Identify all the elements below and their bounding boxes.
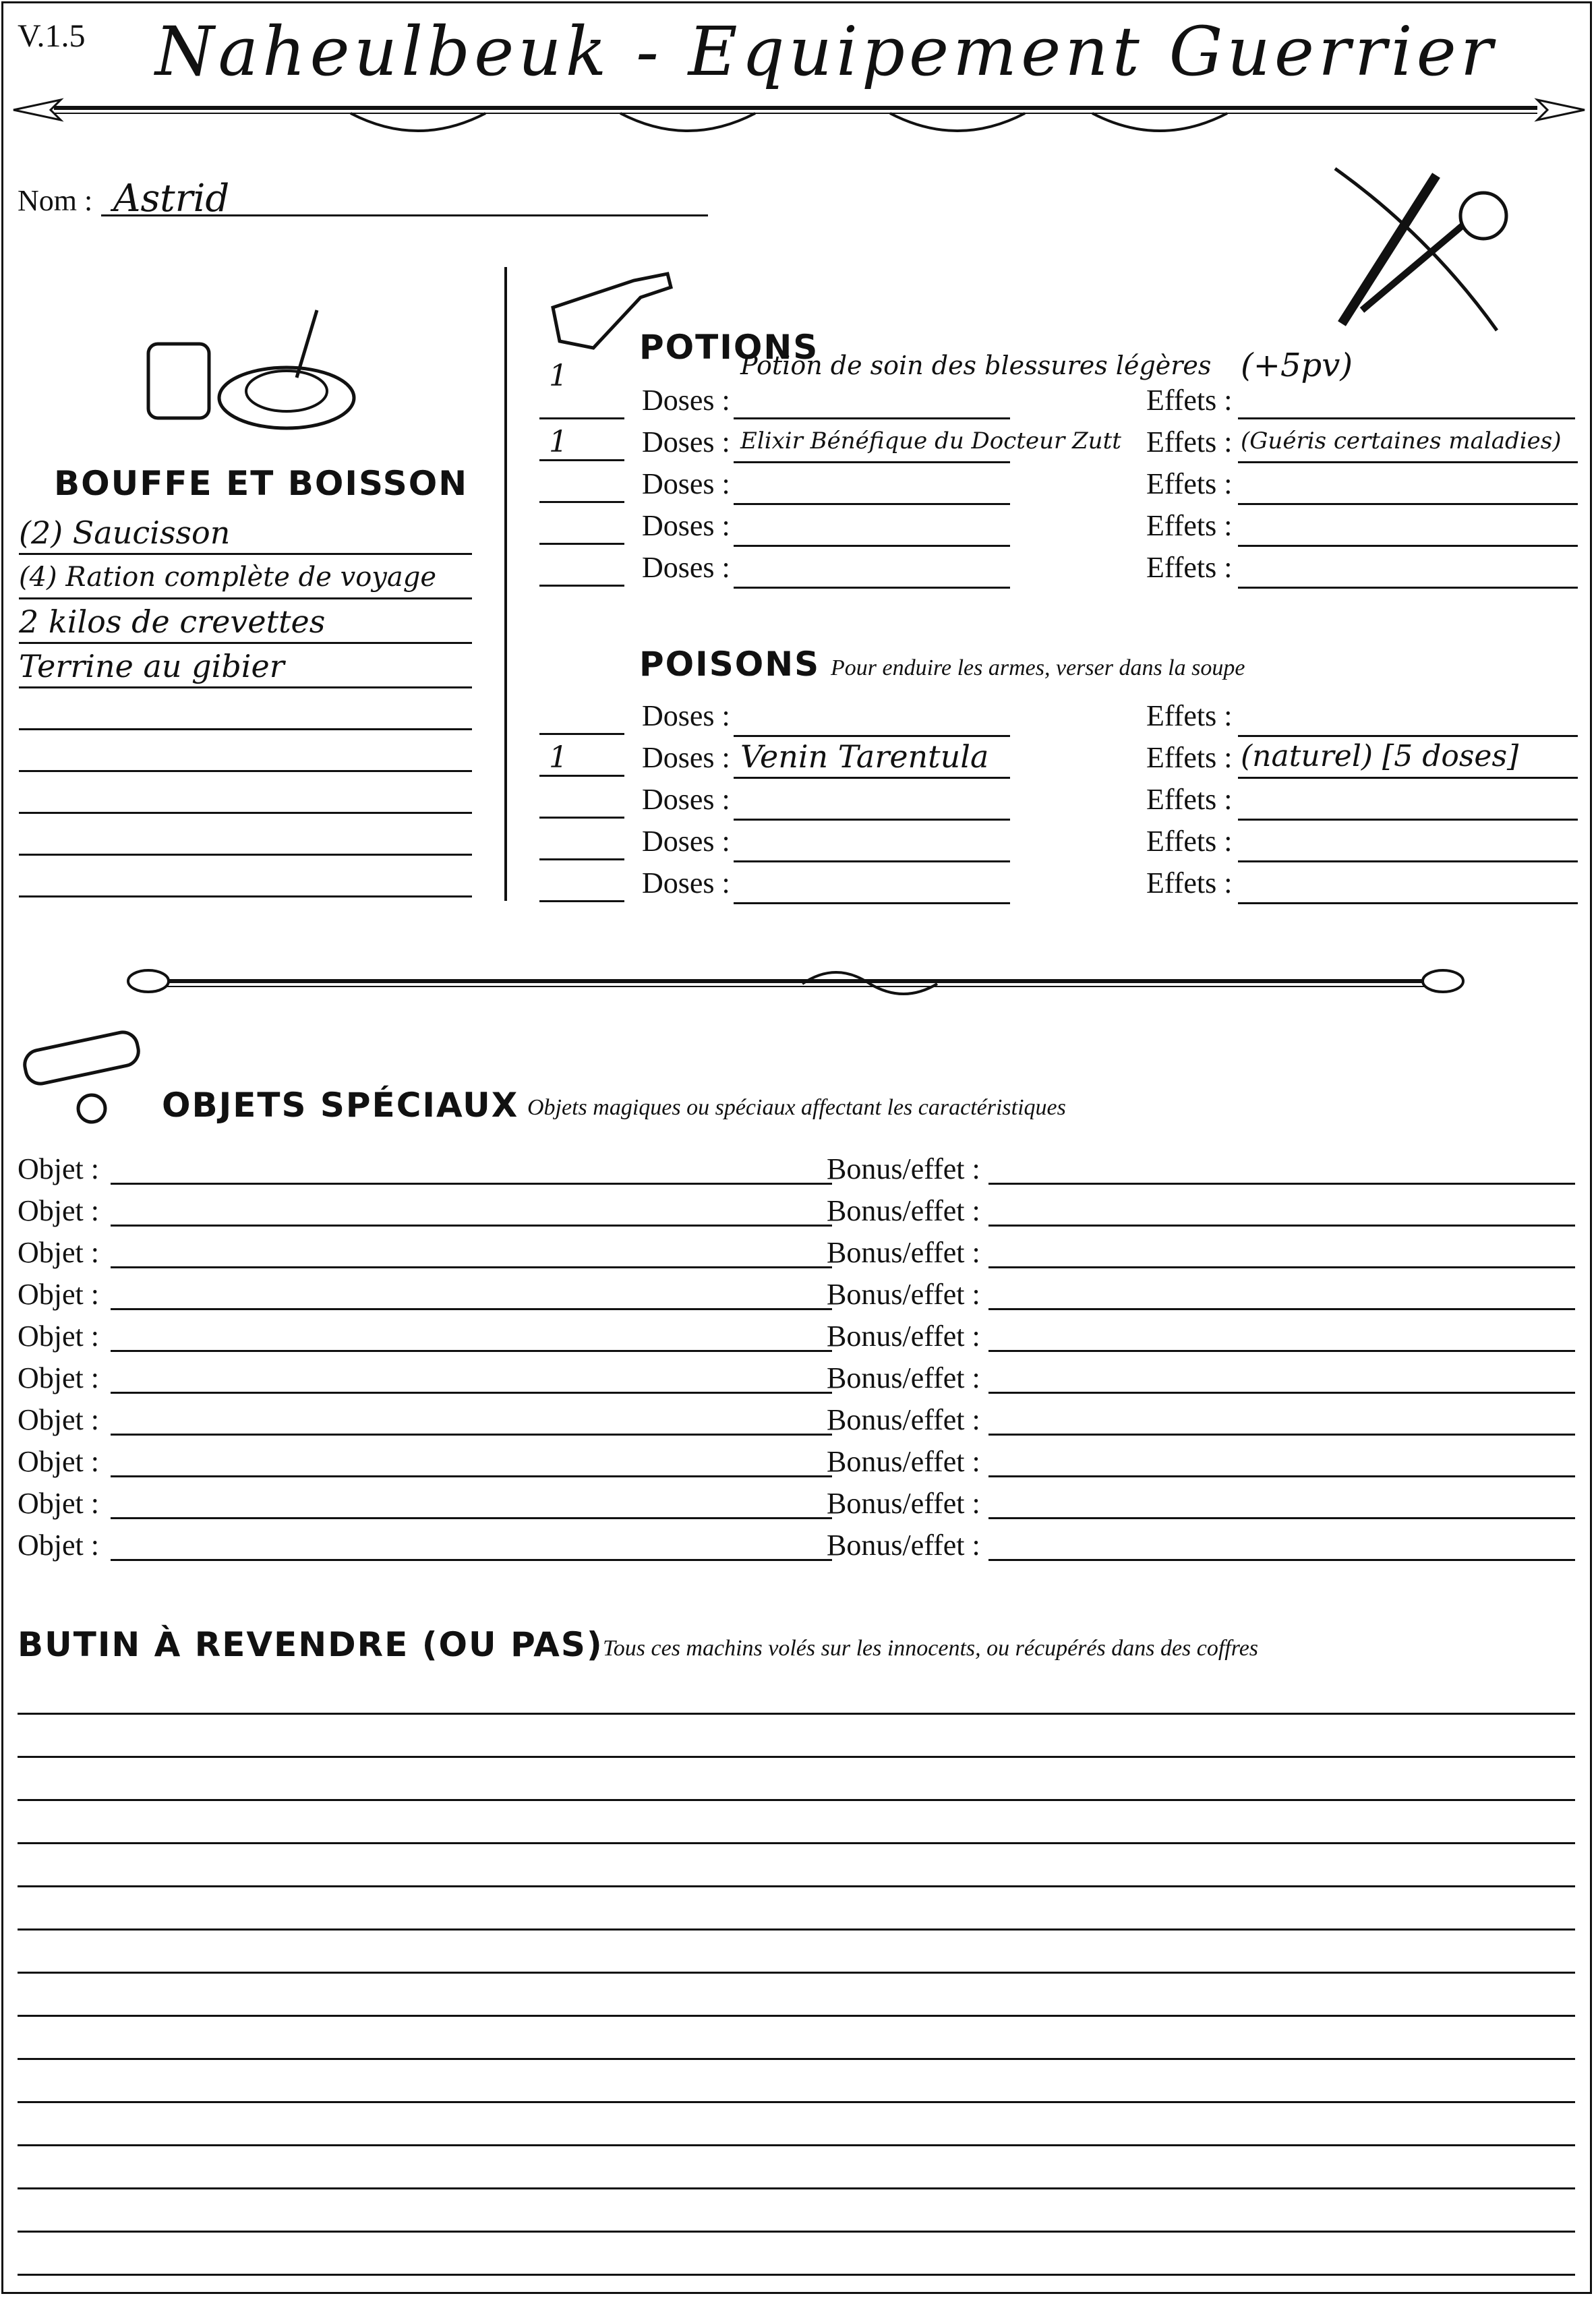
objet-field[interactable] xyxy=(111,1183,832,1185)
potion-effets-label: Effets : xyxy=(1146,384,1233,417)
special-object-row xyxy=(18,1146,1575,1185)
poison-effect[interactable] xyxy=(1238,778,1578,821)
poison-name[interactable] xyxy=(734,820,1010,862)
version-label: V.1.5 xyxy=(18,18,86,54)
special-object-row xyxy=(18,1523,1575,1562)
objet-label: Objet : xyxy=(18,1194,99,1227)
special-object-row xyxy=(18,1481,1575,1520)
bonus-label: Bonus/effet : xyxy=(827,1236,980,1269)
objet-label: Objet : xyxy=(18,1152,99,1185)
potion-effets-label: Effets : xyxy=(1146,467,1233,500)
bonus-label: Bonus/effet : xyxy=(827,1487,980,1520)
potion-effect[interactable]: (Guéris certaines maladies) xyxy=(1238,421,1578,463)
poison-row xyxy=(539,862,1575,902)
potion-row xyxy=(539,546,1575,587)
bonus-field[interactable] xyxy=(988,1308,1575,1310)
butin-line[interactable] xyxy=(18,1842,1575,1844)
potion-row xyxy=(539,504,1575,545)
crossed-weapons-icon xyxy=(1322,155,1524,344)
potion-doses-label: Doses : xyxy=(642,551,730,584)
poisons-subtitle: Pour enduire les armes, verser dans la soupe xyxy=(831,655,1245,680)
objet-label: Objet : xyxy=(18,1529,99,1562)
potion-effect[interactable] xyxy=(1238,546,1578,589)
poison-doses-label: Doses : xyxy=(642,699,730,732)
butin-line[interactable] xyxy=(18,2274,1575,2276)
poison-name[interactable] xyxy=(734,778,1010,821)
special-title: OBJETS SPÉCIAUX xyxy=(162,1086,519,1125)
poison-doses-label: Doses : xyxy=(642,783,730,816)
objet-field[interactable] xyxy=(111,1266,832,1268)
objet-field[interactable] xyxy=(111,1434,832,1436)
potion-name[interactable] xyxy=(734,463,1010,505)
potion-effets-label: Effets : xyxy=(1146,425,1233,459)
potion-qty[interactable] xyxy=(539,546,624,587)
name-field[interactable]: Astrid xyxy=(113,177,230,220)
name-label: Nom : xyxy=(18,184,93,217)
food-item[interactable] xyxy=(19,688,472,730)
potion-name[interactable] xyxy=(734,504,1010,547)
bonus-label: Bonus/effet : xyxy=(827,1445,980,1478)
bonus-field[interactable] xyxy=(988,1225,1575,1227)
bonus-field[interactable] xyxy=(988,1434,1575,1436)
special-object-row xyxy=(18,1272,1575,1311)
poisons-title: POISONS xyxy=(639,645,821,684)
poison-qty[interactable] xyxy=(539,695,624,735)
page-title: Naheulbeuk - Equipement Guerrier xyxy=(155,12,1497,91)
food-item[interactable] xyxy=(19,855,472,897)
butin-line[interactable] xyxy=(18,1799,1575,1801)
objet-label: Objet : xyxy=(18,1487,99,1520)
food-title: BOUFFE ET BOISSON xyxy=(54,464,469,503)
food-item[interactable] xyxy=(19,813,472,856)
potion-qty[interactable] xyxy=(539,504,624,545)
potion-doses-label: Doses : xyxy=(642,425,730,459)
poison-doses-label: Doses : xyxy=(642,825,730,858)
special-object-row xyxy=(18,1439,1575,1478)
column-divider xyxy=(504,267,507,901)
special-subtitle: Objets magiques ou spéciaux affectant les caractéristiques xyxy=(527,1095,1066,1120)
poison-effect[interactable]: (naturel) [5 doses] xyxy=(1238,736,1578,779)
potion-doses-label: Doses : xyxy=(642,467,730,500)
butin-line[interactable] xyxy=(18,2101,1575,2103)
special-object-row xyxy=(18,1314,1575,1353)
special-object-row xyxy=(18,1397,1575,1436)
butin-line[interactable] xyxy=(18,2015,1575,2017)
objet-label: Objet : xyxy=(18,1361,99,1394)
poison-row xyxy=(539,736,1575,777)
potion-row xyxy=(539,421,1575,461)
food-item[interactable]: 2 kilos de crevettes xyxy=(19,601,472,644)
poison-doses-label: Doses : xyxy=(642,741,730,774)
bonus-field[interactable] xyxy=(988,1517,1575,1519)
poison-effect[interactable] xyxy=(1238,695,1578,737)
objet-field[interactable] xyxy=(111,1308,832,1310)
butin-line[interactable] xyxy=(18,2144,1575,2146)
special-object-row xyxy=(18,1188,1575,1227)
bonus-field[interactable] xyxy=(988,1559,1575,1561)
objet-field[interactable] xyxy=(111,1475,832,1477)
staff-divider-icon xyxy=(128,961,1463,1001)
poison-effect[interactable] xyxy=(1238,820,1578,862)
bonus-field[interactable] xyxy=(988,1350,1575,1352)
bonus-field[interactable] xyxy=(988,1266,1575,1268)
bonus-field[interactable] xyxy=(988,1392,1575,1394)
potion-name[interactable]: Potion de soin des blessures légères xyxy=(740,351,1212,380)
butin-line[interactable] xyxy=(18,1928,1575,1931)
objet-label: Objet : xyxy=(18,1320,99,1353)
poison-row xyxy=(539,695,1575,735)
poison-row xyxy=(539,778,1575,819)
objet-label: Objet : xyxy=(18,1403,99,1436)
potion-name[interactable]: Elixir Bénéfique du Docteur Zutt xyxy=(734,421,1010,463)
poison-row xyxy=(539,820,1575,860)
bonus-label: Bonus/effet : xyxy=(827,1529,980,1562)
potion-doses-label: Doses : xyxy=(642,509,730,542)
scroll-ring-icon xyxy=(18,1028,152,1129)
poison-effect[interactable] xyxy=(1238,862,1578,904)
potion-effect[interactable] xyxy=(1238,463,1578,505)
food-item[interactable] xyxy=(19,771,472,814)
poison-effets-label: Effets : xyxy=(1146,866,1233,900)
poison-qty[interactable] xyxy=(539,778,624,819)
poison-name[interactable] xyxy=(734,695,1010,737)
butin-line[interactable] xyxy=(18,1972,1575,1974)
poison-effets-label: Effets : xyxy=(1146,783,1233,816)
butin-line[interactable] xyxy=(18,2231,1575,2233)
objet-label: Objet : xyxy=(18,1278,99,1311)
potion-qty[interactable]: 1 xyxy=(549,359,568,393)
bonus-label: Bonus/effet : xyxy=(827,1152,980,1185)
poison-qty[interactable]: 1 xyxy=(539,736,624,777)
potion-qty[interactable] xyxy=(539,463,624,503)
bonus-field[interactable] xyxy=(988,1183,1575,1185)
potion-effect[interactable]: (+5pv) xyxy=(1241,347,1353,384)
potions-title: POTIONS xyxy=(639,328,819,367)
objet-field[interactable] xyxy=(111,1350,832,1352)
bonus-label: Bonus/effet : xyxy=(827,1194,980,1227)
objet-field[interactable] xyxy=(111,1559,832,1561)
poison-doses-label: Doses : xyxy=(642,866,730,900)
potion-row xyxy=(539,463,1575,503)
potion-doses-label: Doses : xyxy=(642,384,730,417)
poison-effets-label: Effets : xyxy=(1146,825,1233,858)
potion-qty[interactable]: 1 xyxy=(539,421,624,461)
bonus-label: Bonus/effet : xyxy=(827,1361,980,1394)
butin-line[interactable] xyxy=(18,1756,1575,1758)
potion-effets-label: Effets : xyxy=(1146,551,1233,584)
poison-qty[interactable] xyxy=(539,820,624,860)
butin-line[interactable] xyxy=(18,1885,1575,1887)
special-object-row xyxy=(18,1230,1575,1269)
poison-effets-label: Effets : xyxy=(1146,741,1233,774)
potion-effets-label: Effets : xyxy=(1146,509,1233,542)
special-object-row xyxy=(18,1355,1575,1394)
food-plate-icon xyxy=(142,303,357,438)
butin-subtitle: Tous ces machins volés sur les innocents, ou récupérés dans des coffres xyxy=(603,1636,1259,1661)
food-item[interactable]: (2) Saucisson xyxy=(19,512,472,555)
butin-line[interactable] xyxy=(18,2058,1575,2060)
butin-line[interactable] xyxy=(18,1713,1575,1715)
bonus-label: Bonus/effet : xyxy=(827,1320,980,1353)
objet-field[interactable] xyxy=(111,1517,832,1519)
bonus-label: Bonus/effet : xyxy=(827,1278,980,1311)
objet-field[interactable] xyxy=(111,1392,832,1394)
poison-qty[interactable] xyxy=(539,862,624,902)
potion-name[interactable] xyxy=(734,546,1010,589)
butin-title: BUTIN À REVENDRE (OU PAS) xyxy=(18,1625,603,1664)
poison-name[interactable]: Venin Tarentula xyxy=(734,736,1010,779)
food-item[interactable]: (4) Ration complète de voyage xyxy=(19,557,472,599)
spear-divider-icon xyxy=(13,88,1585,142)
food-item[interactable] xyxy=(19,730,472,772)
poison-name[interactable] xyxy=(734,862,1010,904)
bonus-label: Bonus/effet : xyxy=(827,1403,980,1436)
poison-effets-label: Effets : xyxy=(1146,699,1233,732)
potion-effect[interactable] xyxy=(1238,504,1578,547)
butin-line[interactable] xyxy=(18,2187,1575,2189)
objet-label: Objet : xyxy=(18,1236,99,1269)
objet-field[interactable] xyxy=(111,1225,832,1227)
bonus-field[interactable] xyxy=(988,1475,1575,1477)
food-item[interactable]: Terrine au gibier xyxy=(19,646,472,688)
objet-label: Objet : xyxy=(18,1445,99,1478)
